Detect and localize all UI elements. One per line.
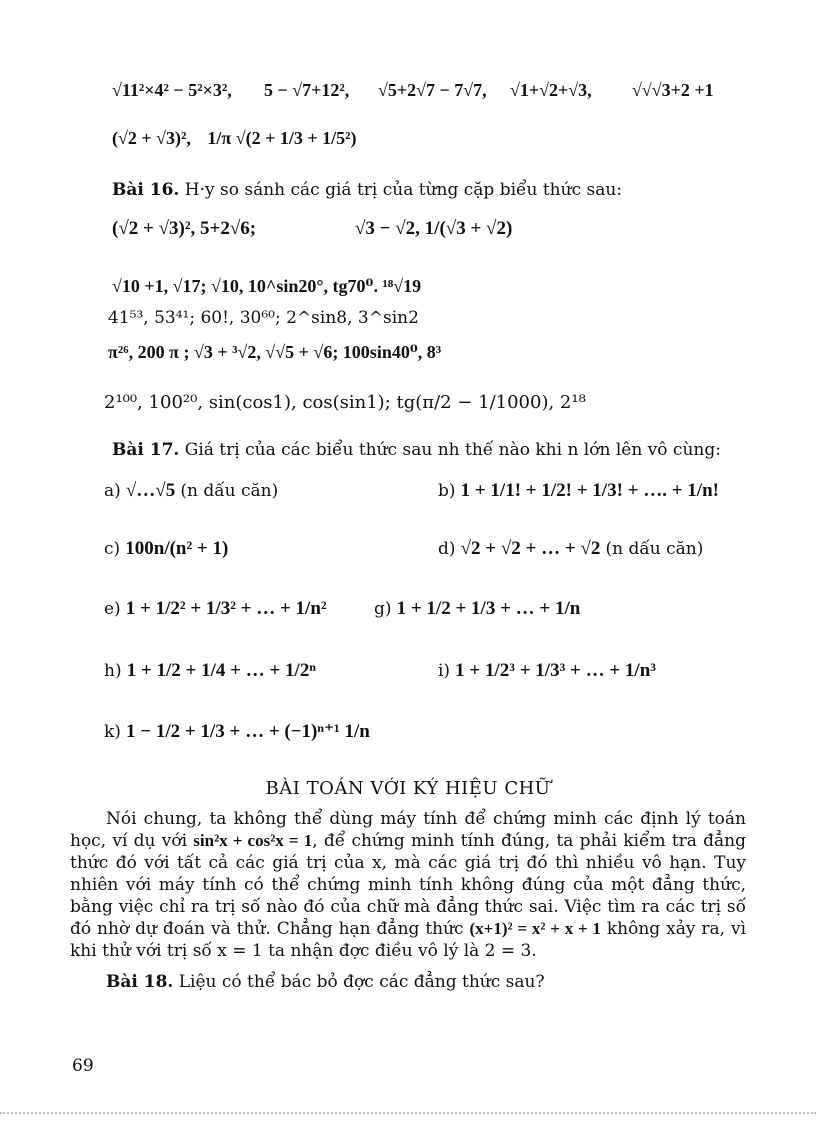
item-a-note: (n dấu căn) (180, 481, 279, 501)
problem-18 (106, 972, 545, 992)
item-a-expr: √…√5 (125, 480, 176, 501)
p16-row-1b: √3 − √2, 1/(√3 + √2) (355, 218, 513, 239)
item-a-label: a) (104, 481, 121, 501)
paragraph-part-3: không xảy ra, vì khi thử với trị số x = 1 ta nhận đợc điều vô lý là 2 = 3. (70, 919, 747, 961)
item-e-label: e) (104, 599, 121, 619)
item-h-label: h) (104, 661, 122, 681)
expr-1: √11²×4² − 5²×3², (112, 80, 232, 100)
item-g (374, 598, 580, 620)
item-i (438, 660, 656, 682)
p16-row-2: √10 +1, √17; √10, 10^sin20°, tg70⁰. ¹⁸√19 (112, 276, 422, 296)
problem-17-label: Bài 17. (112, 440, 180, 460)
item-a (104, 480, 278, 502)
item-b-label: b) (438, 481, 456, 501)
item-d-expr: √2 + √2 + … + √2 (460, 538, 601, 559)
p16-row-4: π²⁶, 200 π ; √3 + ³√2, √√5 + √6; 100sin40⁰, 8³ (108, 342, 442, 362)
problem-17-heading (112, 440, 721, 460)
problem-16-label: Bài 16. (112, 180, 180, 200)
body-paragraph (70, 808, 746, 962)
item-b-expr: 1 + 1/1! + 1/2! + 1/3! + …. + 1/n! (460, 480, 719, 501)
expr-2: 5 − √7+12², (264, 80, 350, 100)
p16-row-5: 2¹⁰⁰, 100²⁰, sin(cos1), cos(sin1); tg(π/2 − 1/1000), 2¹⁸ (104, 392, 586, 413)
paragraph-equation-2: (x+1)² = x² + x + 1 (469, 919, 601, 938)
expr-5: √√√3+2 +1 (632, 80, 714, 100)
problem-18-text: Liệu có thể bác bỏ đợc các đẳng thức sau? (178, 972, 545, 992)
item-k (104, 720, 370, 743)
item-e (104, 598, 327, 620)
item-i-expr: 1 + 1/2³ + 1/3³ + … + 1/n³ (455, 660, 656, 681)
paragraph-equation-1: sin²x + cos²x = 1 (193, 831, 313, 850)
item-g-expr: 1 + 1/2 + 1/3 + … + 1/n (396, 598, 581, 619)
item-k-expr: 1 − 1/2 + 1/3 + … + (−1)ⁿ⁺¹ 1/n (126, 721, 370, 742)
expr-3: √5+2√7 − 7√7, (378, 80, 487, 100)
problem-16-text: H·y so sánh các giá trị của từng cặp biểu thức sau: (184, 180, 623, 200)
item-h (104, 660, 316, 682)
page-number: 69 (72, 1056, 94, 1076)
item-h-expr: 1 + 1/2 + 1/4 + … + 1/2ⁿ (126, 660, 316, 681)
item-d (438, 538, 703, 560)
item-c-expr: 100n/(n² + 1) (125, 538, 229, 559)
item-e-expr: 1 + 1/2² + 1/3² + … + 1/n² (125, 598, 327, 619)
item-k-label: k) (104, 722, 121, 742)
p16-row-1a: (√2 + √3)², 5+2√6; (112, 218, 257, 239)
expr-7: 1/π √(2 + 1/3 + 1/5²) (207, 128, 357, 148)
item-b (438, 480, 719, 502)
item-g-label: g) (374, 599, 392, 619)
item-c-label: c) (104, 539, 121, 559)
item-d-label: d) (438, 539, 456, 559)
problem-18-label: Bài 18. (106, 972, 174, 992)
item-i-label: i) (438, 661, 451, 681)
item-d-note: (n dấu căn) (605, 539, 704, 559)
paragraph-part-1: Nói chung, ta không thể dùng máy tính để chứng minh các định lý toán học, ví dụ với (70, 809, 746, 851)
paragraph-part-2: , để chứng minh tính đúng, ta phải kiểm tra đẳng thức đó với tất cả các giá trị của x, mà các giá trị đó thì nhiều vô hạn. Tuy nhiên với máy tính có thể chứng minh tính không đúng của một đẳng thức, bằng việc chỉ ra trị số nào đó của chữ mà đẳng thức sai. Việc tìm ra các trị số đó nhờ dự đoán và thử. Chẳng hạn đẳng thức (70, 831, 747, 939)
section-title: BÀI TOÁN VỚI KÝ HIỆU CHỮ (265, 778, 551, 799)
expression-row-2 (112, 128, 357, 149)
page-bottom-divider (0, 1112, 816, 1114)
item-c (104, 538, 228, 560)
expr-6: (√2 + √3)², (112, 128, 191, 148)
problem-17-text: Giá trị của các biểu thức sau nh thế nào khi n lớn lên vô cùng: (184, 440, 721, 460)
p16-row-3: 41⁵³, 53⁴¹; 60!, 30⁶⁰; 2^sin8, 3^sin2 (108, 308, 419, 328)
problem-16-heading (112, 180, 622, 200)
expr-4: √1+√2+√3, (510, 80, 592, 100)
expression-row-1 (112, 80, 752, 110)
